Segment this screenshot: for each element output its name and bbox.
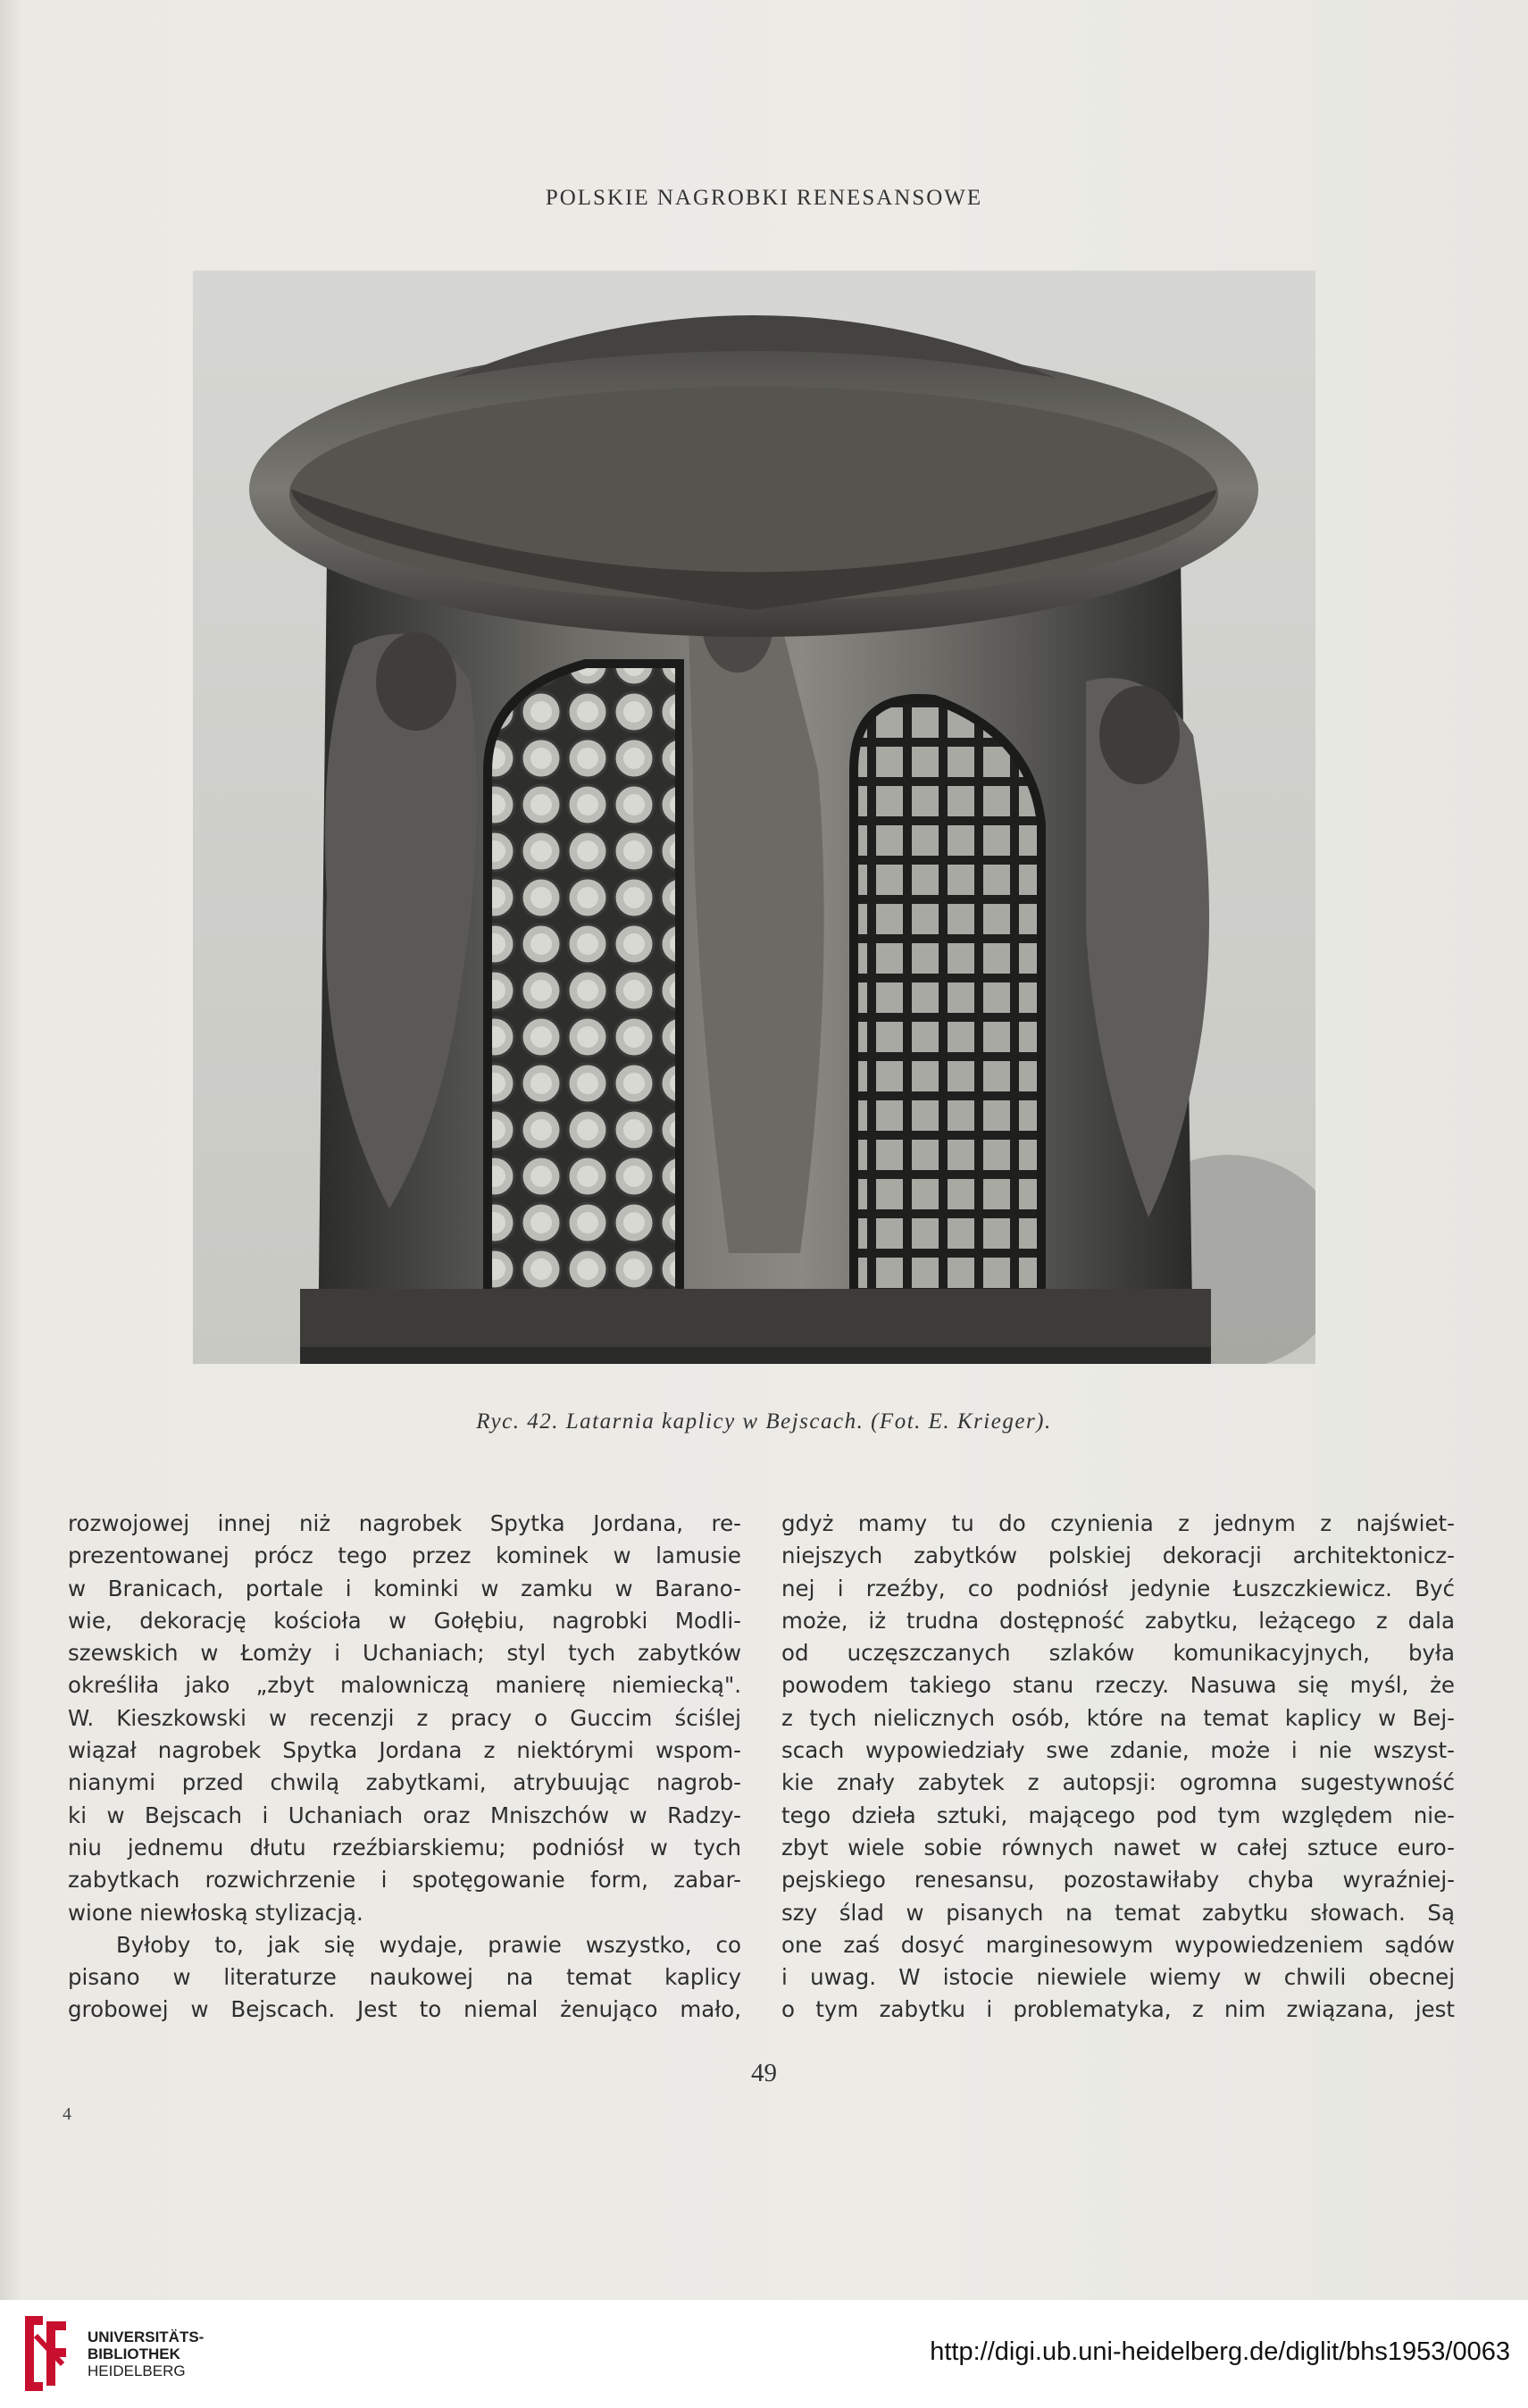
lantern-photo-illustration xyxy=(193,271,1315,1364)
text-line: pejskiego renesansu, pozostawiłaby chyba wyraźniej- xyxy=(781,1867,1455,1894)
text-line: o tym zabytku i problematyka, z nim związana, jest xyxy=(781,1996,1455,2023)
library-name-line: UNIVERSITÄTS- xyxy=(88,2329,205,2345)
text-line: prezentowanej prócz tego przez kominek w lamusie xyxy=(68,1543,741,1569)
text-line: one zaś dosyć marginesowym wypowiedzeniem sądów xyxy=(781,1931,1455,1958)
library-name-line: BIBLIOTHEK xyxy=(88,2345,180,2362)
text-line: wione niewłoską stylizacją. xyxy=(68,1899,363,1926)
text-line: gdyż mamy tu do czynienia z jednym z najświet- xyxy=(781,1510,1455,1536)
figure-photograph-lantern xyxy=(193,271,1315,1364)
text-line: szewskich w Łomży i Uchaniach; styl tych zabytków xyxy=(68,1640,741,1667)
text-line: powodem takiego stanu rzeczy. Nasuwa się myśl, że xyxy=(781,1672,1455,1699)
text-line: grobowej w Bejscach. Jest to niemal żenująco mało, xyxy=(68,1996,741,2023)
text-line: scach wypowiedziały swe zdanie, może i nie wszyst- xyxy=(781,1737,1455,1764)
library-name xyxy=(88,2329,204,2379)
figure-caption: Ryc. 42. Latarnia kaplicy w Bejscach. (Fot. E. Krieger). xyxy=(476,1409,1052,1434)
text-line: i uwag. W istocie niewiele wiemy w chwili obecnej xyxy=(781,1964,1455,1991)
library-logo-icon xyxy=(16,2312,75,2395)
text-line: rozwojowej innej niż nagrobek Spytka Jordana, re- xyxy=(68,1510,741,1536)
text-line: niejszych zabytków polskiej dekoracji architektonicz- xyxy=(781,1543,1455,1569)
text-line: w Branicach, portale i kominki w zamku w Barano- xyxy=(68,1575,741,1601)
text-line: zbyt wiele sobie równych nawet w całej sztuce euro- xyxy=(781,1834,1455,1860)
text-line: z tych nielicznych osób, które na temat kaplicy w Bej- xyxy=(781,1704,1455,1731)
page-number: 49 xyxy=(751,2059,777,2087)
digitization-footer xyxy=(0,2300,1528,2408)
running-head: POLSKIE NAGROBKI RENESANSOWE xyxy=(545,186,983,210)
text-line: pisano w literaturze naukowej na temat kaplicy xyxy=(68,1964,741,1991)
text-line: zabytkach rozwichrzenie i spotęgowanie form, zabar- xyxy=(68,1867,741,1894)
text-column-left xyxy=(68,1508,741,2027)
library-name-line: HEIDELBERG xyxy=(88,2362,186,2379)
printer-signature-mark: 4 xyxy=(63,2104,71,2124)
text-line: od uczęszczanych szlaków komunikacyjnych, była xyxy=(781,1640,1455,1667)
text-line: szy ślad w pisanych na temat zabytku słowach. Są xyxy=(781,1899,1455,1926)
text-line: nianymi przed chwilą zabytkami, atrybuując nagrob- xyxy=(68,1769,741,1796)
text-column-right xyxy=(781,1508,1455,2027)
text-line: wiązał nagrobek Spytka Jordana z niektórymi wspom- xyxy=(68,1737,741,1764)
text-line: tego dzieła sztuki, mającego pod tym względem nie- xyxy=(781,1802,1455,1828)
text-line: określiła jako „zbyt malowniczą manierę niemiecką". xyxy=(68,1672,741,1699)
text-line: ki w Bejscach i Uchaniach oraz Mniszchów w Radzy- xyxy=(68,1802,741,1828)
text-line: kie znały zabytek z autopsji: ogromna sugestywność xyxy=(781,1769,1455,1796)
text-line: W. Kieszkowski w recenzji z pracy o Guccim ściślej xyxy=(68,1704,741,1731)
text-line: nej i rzeźby, co podniósł jedynie Łuszczkiewicz. Być xyxy=(781,1575,1455,1601)
text-line: niu jednemu dłutu rzeźbiarskiemu; podniósł w tych xyxy=(68,1834,741,1860)
text-line: może, iż trudna dostępność zabytku, leżącego z dala xyxy=(781,1607,1455,1634)
text-line: wie, dekorację kościoła w Gołębiu, nagrobki Modli- xyxy=(68,1607,741,1634)
text-line: Byłoby to, jak się wydaje, prawie wszystko, co xyxy=(116,1931,741,1958)
permalink-url[interactable]: http://digi.ub.uni-heidelberg.de/diglit/bhs1953/0063 xyxy=(930,2337,1510,2366)
